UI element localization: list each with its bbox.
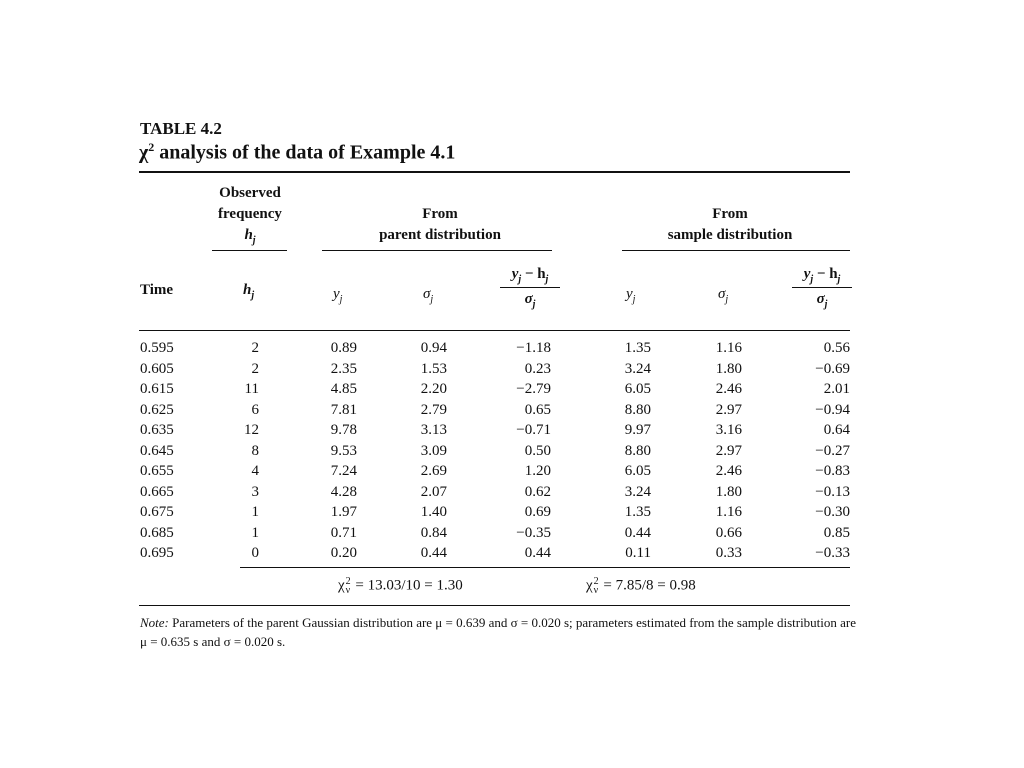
- sample-line-1: From: [712, 206, 748, 222]
- parent-line-1: From: [422, 206, 458, 222]
- cell-sy: 8.80: [624, 401, 651, 418]
- cell-sy: 3.24: [624, 483, 651, 500]
- cell-h: 4: [251, 463, 259, 479]
- cell-pd: 0.23: [524, 360, 551, 377]
- cell-ss: 0.33: [715, 545, 742, 561]
- cell-h: 3: [251, 483, 259, 500]
- cell-pd: −1.18: [516, 340, 551, 356]
- cell-pd: 0.50: [524, 442, 551, 459]
- chi-symbol-parent: χ: [338, 577, 345, 594]
- cell-sd: −0.27: [815, 442, 850, 459]
- chi-result-parent: χ 2 ν = 13.03/10 = 1.30: [338, 576, 463, 596]
- cell-time: 0.625: [140, 401, 174, 418]
- group-header-sample: [620, 204, 840, 246]
- cell-ss: 2.97: [715, 442, 742, 459]
- observed-line-2: frequency: [218, 206, 282, 222]
- cell-py: 9.53: [330, 442, 357, 459]
- cell-sy: 6.05: [624, 381, 651, 397]
- cell-time: 0.675: [140, 504, 174, 520]
- cell-ps: 2.07: [420, 483, 447, 500]
- cell-ss: 2.46: [715, 381, 742, 397]
- top-rule: [139, 171, 850, 173]
- cell-sd: −0.83: [815, 463, 850, 479]
- cell-h: 1: [251, 524, 259, 541]
- cell-time: 0.605: [140, 360, 174, 377]
- cell-py: 0.89: [330, 340, 357, 356]
- parent-residual-denominator: $\sigma_j$: [524, 291, 536, 310]
- cell-sd: −0.33: [815, 545, 850, 561]
- cell-py: 7.81: [330, 401, 357, 418]
- title-text: analysis of the data of Example 4.1: [154, 141, 456, 164]
- cell-ps: 2.69: [420, 463, 447, 479]
- cell-time: 0.645: [140, 442, 174, 459]
- cell-ss: 1.16: [715, 504, 742, 520]
- cell-py: 7.24: [330, 463, 357, 479]
- observed-line-1: Observed: [219, 185, 281, 201]
- table-note: [140, 613, 860, 651]
- sample-residual-denominator: $\sigma_j$: [816, 291, 828, 310]
- parent-line-2: parent distribution: [379, 227, 501, 243]
- cell-ps: 0.44: [420, 545, 447, 561]
- col-header-parent-residual: [500, 266, 560, 310]
- cell-pd: 0.62: [524, 483, 551, 500]
- cell-pd: −0.35: [516, 524, 551, 541]
- chi-value-parent: = 13.03/10 = 1.30: [351, 577, 463, 594]
- cell-pd: 0.65: [524, 401, 551, 418]
- table-title: [139, 140, 455, 165]
- observed-h-sub: j: [252, 235, 256, 246]
- title-chi-exponent: 2: [148, 140, 155, 154]
- cell-h: 2: [251, 360, 259, 377]
- cell-ss: 1.80: [715, 360, 742, 377]
- sample-line-2: sample distribution: [667, 227, 793, 243]
- cell-ps: 3.09: [420, 442, 447, 459]
- cell-pd: 0.69: [524, 504, 551, 520]
- results-rule: [240, 567, 850, 568]
- cell-sy: 6.05: [624, 463, 651, 479]
- cell-ss: 0.66: [715, 524, 742, 541]
- cell-h: 6: [251, 401, 259, 418]
- cell-sy: 1.35: [624, 504, 651, 520]
- col-header-parent-sigma: $\sigma_j$: [423, 286, 434, 305]
- bottom-rule: [139, 605, 850, 606]
- chi-result-sample: χ 2 ν = 7.85/8 = 0.98: [586, 576, 696, 596]
- parent-group-rule: [322, 250, 552, 251]
- chi-value-sample: = 7.85/8 = 0.98: [599, 577, 696, 594]
- cell-ps: 3.13: [420, 422, 447, 438]
- cell-ps: 2.79: [420, 401, 447, 418]
- cell-sd: −0.30: [815, 504, 850, 520]
- col-header-sample-residual: [792, 266, 852, 310]
- cell-py: 0.71: [330, 524, 357, 541]
- cell-pd: 1.20: [524, 463, 551, 479]
- cell-time: 0.665: [140, 483, 174, 500]
- cell-ps: 1.40: [420, 504, 447, 520]
- parent-residual-numerator: $y_j - h_j$: [500, 266, 560, 288]
- observed-line-3: [200, 225, 300, 251]
- col-header-parent-y: $y_j$: [333, 286, 343, 305]
- table-label: TABLE 4.2: [140, 119, 222, 138]
- cell-ss: 1.80: [715, 483, 742, 500]
- cell-sd: −0.13: [815, 483, 850, 500]
- cell-h: 11: [244, 381, 259, 397]
- cell-h: 0: [251, 545, 259, 561]
- cell-sd: −0.69: [815, 360, 850, 377]
- cell-sy: 0.11: [625, 545, 651, 561]
- cell-time: 0.655: [140, 463, 174, 479]
- chi-symbol-sample: χ: [586, 577, 593, 594]
- note-text: Parameters of the parent Gaussian distribution are μ = 0.639 and σ = 0.020 s; parameters estimated from the sample distribution are μ = 0.635 s and σ = 0.020 s.: [140, 615, 857, 649]
- cell-sy: 8.80: [624, 442, 651, 459]
- sample-residual-numerator: $y_j - h_j$: [792, 266, 852, 288]
- observed-h: h: [244, 227, 253, 243]
- col-header-h: $h_j$: [243, 282, 255, 301]
- cell-h: 2: [251, 340, 259, 356]
- cell-sd: −0.94: [815, 401, 850, 418]
- col-header-sample-sigma: $\sigma_j$: [718, 286, 729, 305]
- cell-ss: 3.16: [715, 422, 742, 438]
- cell-h: 1: [251, 504, 259, 520]
- cell-ps: 0.84: [420, 524, 447, 541]
- cell-sd: 0.64: [823, 422, 850, 438]
- cell-ss: 1.16: [715, 340, 742, 356]
- cell-sd: 0.56: [823, 340, 850, 356]
- cell-time: 0.615: [140, 381, 174, 397]
- sample-group-rule: [622, 250, 850, 251]
- cell-time: 0.695: [140, 545, 174, 561]
- cell-py: 4.28: [330, 483, 357, 500]
- cell-pd: −0.71: [516, 422, 551, 438]
- group-header-observed: [200, 183, 300, 251]
- cell-ps: 0.94: [420, 340, 447, 356]
- col-header-time: Time: [140, 282, 174, 298]
- group-header-parent: [330, 204, 550, 246]
- cell-time: 0.635: [140, 422, 174, 438]
- cell-py: 9.78: [330, 422, 357, 438]
- cell-sd: 0.85: [823, 524, 850, 541]
- cell-ps: 2.20: [420, 381, 447, 397]
- cell-sy: 9.97: [624, 422, 651, 438]
- cell-time: 0.685: [140, 524, 174, 541]
- cell-time: 0.595: [140, 340, 174, 356]
- cell-pd: 0.44: [524, 545, 551, 561]
- cell-sy: 1.35: [624, 340, 651, 356]
- title-chi-symbol: χ: [139, 141, 149, 164]
- cell-py: 2.35: [330, 360, 357, 377]
- observed-group-rule: [212, 250, 287, 251]
- cell-sd: 2.01: [823, 381, 850, 397]
- cell-ss: 2.46: [715, 463, 742, 479]
- cell-ss: 2.97: [715, 401, 742, 418]
- cell-h: 12: [244, 422, 259, 438]
- note-label: Note:: [140, 615, 169, 630]
- cell-py: 4.85: [330, 381, 357, 397]
- cell-sy: 0.44: [624, 524, 651, 541]
- col-header-sample-y: $y_j$: [626, 286, 636, 305]
- cell-h: 8: [251, 442, 259, 459]
- cell-py: 0.20: [330, 545, 357, 561]
- cell-pd: −2.79: [516, 381, 551, 397]
- header-rule: [139, 330, 850, 331]
- cell-sy: 3.24: [624, 360, 651, 377]
- cell-ps: 1.53: [420, 360, 447, 377]
- cell-py: 1.97: [330, 504, 357, 520]
